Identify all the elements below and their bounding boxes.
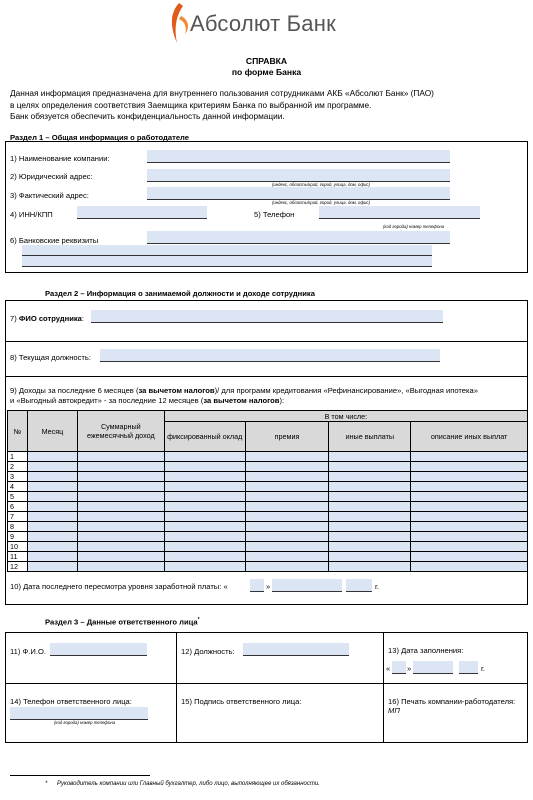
income-cell[interactable] bbox=[27, 492, 77, 502]
salary-review-day[interactable] bbox=[250, 579, 264, 592]
table-row bbox=[8, 552, 528, 562]
income-cell[interactable] bbox=[77, 492, 164, 502]
intro-line-2: в целях определения соответствия Заемщика критериям Банка по выбранной им программе. bbox=[10, 99, 372, 110]
income-cell[interactable] bbox=[77, 522, 164, 532]
inn-kpp-label: 4) ИНН/КПП bbox=[10, 210, 53, 219]
salary-review-label bbox=[10, 582, 228, 591]
fill-date-day[interactable] bbox=[392, 661, 406, 674]
income-description bbox=[10, 386, 478, 406]
table-row bbox=[8, 452, 528, 462]
row-number: 11 bbox=[8, 552, 28, 562]
income-cell[interactable] bbox=[27, 462, 77, 472]
actual-address-label: 3) Фактический адрес: bbox=[10, 191, 89, 200]
income-cell[interactable] bbox=[27, 532, 77, 542]
bank-name: Абсолют Банк bbox=[190, 11, 336, 36]
income-cell[interactable] bbox=[77, 562, 164, 572]
income-cell[interactable] bbox=[411, 452, 528, 462]
section3-title bbox=[45, 617, 200, 627]
income-cell[interactable] bbox=[245, 452, 329, 462]
table-row bbox=[8, 562, 528, 572]
income-cell[interactable] bbox=[411, 532, 528, 542]
income-cell[interactable] bbox=[329, 492, 411, 502]
row-number: 6 bbox=[8, 502, 28, 512]
footnote-mark: * bbox=[45, 781, 48, 787]
income-cell[interactable] bbox=[245, 512, 329, 522]
legal-address-hint: (индекс, область/край, город, улица, дом, офис) bbox=[272, 182, 371, 187]
income-cell[interactable] bbox=[27, 452, 77, 462]
salary-review-month[interactable] bbox=[272, 579, 342, 592]
row-number: 2 bbox=[8, 462, 28, 472]
income-cell[interactable] bbox=[411, 552, 528, 562]
income-text-2: )/ для программ кредитования «Рефинансирование», «Выгодная ипотека» bbox=[214, 386, 478, 395]
income-cell[interactable] bbox=[77, 532, 164, 542]
income-cell[interactable] bbox=[245, 532, 329, 542]
income-cell[interactable] bbox=[329, 452, 411, 462]
doc-title: СПРАВКА bbox=[245, 56, 288, 66]
table-row bbox=[8, 502, 528, 512]
income-cell[interactable] bbox=[411, 482, 528, 492]
stamp-mp: МП bbox=[388, 706, 400, 715]
income-cell[interactable] bbox=[164, 502, 245, 512]
income-cell[interactable] bbox=[164, 542, 245, 552]
income-cell[interactable] bbox=[164, 462, 245, 472]
table-row bbox=[8, 522, 528, 532]
income-cell[interactable] bbox=[411, 542, 528, 552]
resp-position-label: 12) Должность: bbox=[181, 647, 235, 656]
income-cell[interactable] bbox=[77, 452, 164, 462]
income-cell[interactable] bbox=[164, 562, 245, 572]
income-cell[interactable] bbox=[245, 522, 329, 532]
income-cell[interactable] bbox=[77, 542, 164, 552]
col-other-header: иные выплаты bbox=[329, 422, 411, 452]
income-cell[interactable] bbox=[27, 512, 77, 522]
income-cell[interactable] bbox=[245, 472, 329, 482]
fill-date-year[interactable] bbox=[459, 661, 478, 674]
resp-phone-field[interactable] bbox=[10, 707, 148, 720]
bank-logo-icon bbox=[165, 2, 191, 44]
company-name-label: 1) Наименование компании: bbox=[10, 154, 110, 163]
phone-hint: (код города) номер телефона bbox=[383, 224, 445, 229]
income-cell[interactable] bbox=[245, 552, 329, 562]
income-cell[interactable] bbox=[27, 522, 77, 532]
salary-review-year-label: г. bbox=[375, 582, 379, 591]
bank-details-label: 6) Банковские реквизиты bbox=[10, 236, 99, 245]
legal-address-label: 2) Юридический адрес: bbox=[10, 172, 93, 181]
col-total-header: Суммарный ежемесячный доход bbox=[77, 411, 164, 452]
col-bonus-header: премия bbox=[245, 422, 329, 452]
income-cell[interactable] bbox=[329, 542, 411, 552]
intro-line-3: Банк обязуется обеспечить конфиденциальность данной информации. bbox=[10, 111, 285, 121]
col-month-header: Месяц bbox=[27, 411, 77, 452]
legal-address-field[interactable] bbox=[147, 169, 450, 182]
resp-fio-field[interactable] bbox=[50, 643, 147, 656]
income-cell[interactable] bbox=[329, 522, 411, 532]
income-cell[interactable] bbox=[245, 502, 329, 512]
table-row bbox=[8, 532, 528, 542]
row-number: 4 bbox=[8, 482, 28, 492]
bank-details-field-1[interactable] bbox=[147, 231, 450, 244]
income-cell[interactable] bbox=[245, 542, 329, 552]
table-row bbox=[8, 492, 528, 502]
fill-date-month[interactable] bbox=[413, 661, 453, 674]
bank-logo bbox=[160, 2, 375, 44]
income-cell[interactable] bbox=[411, 562, 528, 572]
employee-name-label bbox=[10, 314, 84, 323]
row-number: 8 bbox=[8, 522, 28, 532]
row-number: 10 bbox=[8, 542, 28, 552]
income-cell[interactable] bbox=[329, 502, 411, 512]
income-cell[interactable] bbox=[77, 552, 164, 562]
section3-row-divider bbox=[5, 683, 528, 684]
income-cell[interactable] bbox=[164, 482, 245, 492]
income-cell[interactable] bbox=[77, 462, 164, 472]
income-text-1: 9) Доходы за последние 6 месяцев ( bbox=[10, 386, 139, 395]
row-number: 7 bbox=[8, 512, 28, 522]
resp-fio-label: 11) Ф.И.О. bbox=[10, 647, 46, 656]
actual-address-field[interactable] bbox=[147, 187, 450, 200]
resp-phone-hint: (код города) номер телефона bbox=[54, 720, 116, 725]
table-row bbox=[8, 472, 528, 482]
salary-review-quote: » bbox=[266, 582, 271, 591]
income-cell[interactable] bbox=[27, 482, 77, 492]
salary-review-text: 10) Дата последнего пересмотра уровня заработной платы: « bbox=[10, 582, 228, 591]
phone-field[interactable] bbox=[319, 206, 480, 219]
footnote-rule bbox=[10, 775, 150, 776]
table-row bbox=[8, 462, 528, 472]
intro-line-1: Данная информация предназначена для внутреннего пользования сотрудниками АКБ «Абсолют Банк» (ПАО) bbox=[10, 88, 434, 98]
income-cell[interactable] bbox=[245, 492, 329, 502]
section1-title: Раздел 1 – Общая информация о работодателе bbox=[10, 133, 189, 142]
signature-label: 15) Подпись ответственного лица: bbox=[181, 697, 302, 706]
position-label: 8) Текущая должность: bbox=[10, 353, 91, 362]
income-cell[interactable] bbox=[411, 512, 528, 522]
position-field[interactable] bbox=[100, 349, 440, 362]
income-cell[interactable] bbox=[329, 482, 411, 492]
section3-footnote-mark: * bbox=[197, 617, 200, 623]
income-cell[interactable] bbox=[77, 482, 164, 492]
col-fixed-header: фиксированный оклад bbox=[164, 422, 245, 452]
footnote-text: Руководитель компании или Главный бухгалтер, либо лицо, выполняющее их обязанности. bbox=[57, 781, 320, 787]
actual-address-hint: (индекс, область/край, город, улица, дом, офис) bbox=[272, 200, 371, 205]
income-cell[interactable] bbox=[411, 462, 528, 472]
doc-subtitle: по форме Банка bbox=[231, 67, 302, 77]
row-number: 12 bbox=[8, 562, 28, 572]
income-cell[interactable] bbox=[164, 452, 245, 462]
income-table-body bbox=[8, 452, 528, 572]
income-cell[interactable] bbox=[329, 552, 411, 562]
income-cell[interactable] bbox=[77, 502, 164, 512]
bank-details-field-3[interactable] bbox=[22, 256, 432, 267]
income-cell[interactable] bbox=[164, 472, 245, 482]
income-cell[interactable] bbox=[245, 562, 329, 572]
fill-date-open-quote: « bbox=[386, 664, 391, 673]
income-cell[interactable] bbox=[77, 472, 164, 482]
income-cell[interactable] bbox=[164, 532, 245, 542]
inn-kpp-field[interactable] bbox=[77, 206, 207, 219]
row-number: 1 bbox=[8, 452, 28, 462]
including-header: В том числе: bbox=[164, 411, 527, 422]
employee-name-prefix: 7) bbox=[10, 314, 19, 323]
income-bold-2: за вычетом налогов bbox=[203, 396, 280, 405]
row-number: 9 bbox=[8, 532, 28, 542]
section2-title: Раздел 2 – Информация о занимаемой должности и доходе сотрудника bbox=[45, 289, 315, 298]
income-text-4: ): bbox=[279, 396, 285, 405]
income-cell[interactable] bbox=[329, 462, 411, 472]
resp-position-field[interactable] bbox=[243, 643, 349, 656]
divider-8-9 bbox=[5, 376, 528, 377]
income-cell[interactable] bbox=[27, 542, 77, 552]
income-cell[interactable] bbox=[411, 472, 528, 482]
table-row bbox=[8, 512, 528, 522]
income-cell[interactable] bbox=[27, 472, 77, 482]
income-cell[interactable] bbox=[245, 482, 329, 492]
employee-name-bold: ФИО сотрудника bbox=[18, 314, 82, 323]
income-cell[interactable] bbox=[164, 512, 245, 522]
salary-review-year[interactable] bbox=[346, 579, 372, 592]
row-number: 3 bbox=[8, 472, 28, 482]
fill-date-label: 13) Дата заполнения: bbox=[388, 646, 464, 655]
col-num-header: № bbox=[8, 411, 28, 452]
company-name-field[interactable] bbox=[147, 150, 450, 163]
income-cell[interactable] bbox=[164, 492, 245, 502]
section3-col-divider-1 bbox=[176, 632, 177, 743]
income-bold-1: за вычетом налогов bbox=[138, 386, 215, 395]
bank-details-field-2[interactable] bbox=[22, 245, 432, 256]
income-cell[interactable] bbox=[329, 472, 411, 482]
intro-text bbox=[10, 88, 434, 123]
income-cell[interactable] bbox=[411, 502, 528, 512]
stamp-label: 16) Печать компании-работодателя: bbox=[388, 697, 516, 706]
income-cell[interactable] bbox=[329, 532, 411, 542]
income-cell[interactable] bbox=[411, 522, 528, 532]
fill-date-close-quote: » bbox=[407, 664, 412, 673]
employee-name-field[interactable] bbox=[91, 310, 443, 323]
income-cell[interactable] bbox=[77, 512, 164, 522]
income-cell[interactable] bbox=[27, 562, 77, 572]
divider-7-8 bbox=[5, 341, 528, 342]
income-cell[interactable] bbox=[329, 512, 411, 522]
table-row bbox=[8, 482, 528, 492]
table-row bbox=[8, 542, 528, 552]
income-cell[interactable] bbox=[411, 492, 528, 502]
income-cell[interactable] bbox=[27, 552, 77, 562]
resp-phone-label: 14) Телефон ответственного лица: bbox=[10, 697, 132, 706]
section3-title-text: Раздел 3 – Данные ответственного лица bbox=[45, 617, 198, 627]
col-desc-header: описание иных выплат bbox=[411, 422, 528, 452]
income-cell[interactable] bbox=[164, 522, 245, 532]
income-cell[interactable] bbox=[27, 502, 77, 512]
income-text-3: и «Выгодный автокредит» - за последние 12 месяцев ( bbox=[10, 396, 204, 405]
income-cell[interactable] bbox=[329, 562, 411, 572]
section3-col-divider-2 bbox=[383, 632, 384, 743]
phone-label: 5) Телефон bbox=[254, 210, 295, 219]
income-cell[interactable] bbox=[164, 552, 245, 562]
employee-name-suffix: : bbox=[81, 314, 85, 323]
income-table bbox=[7, 410, 528, 572]
row-number: 5 bbox=[8, 492, 28, 502]
fill-date-year-label: г. bbox=[481, 664, 485, 673]
income-cell[interactable] bbox=[245, 462, 329, 472]
